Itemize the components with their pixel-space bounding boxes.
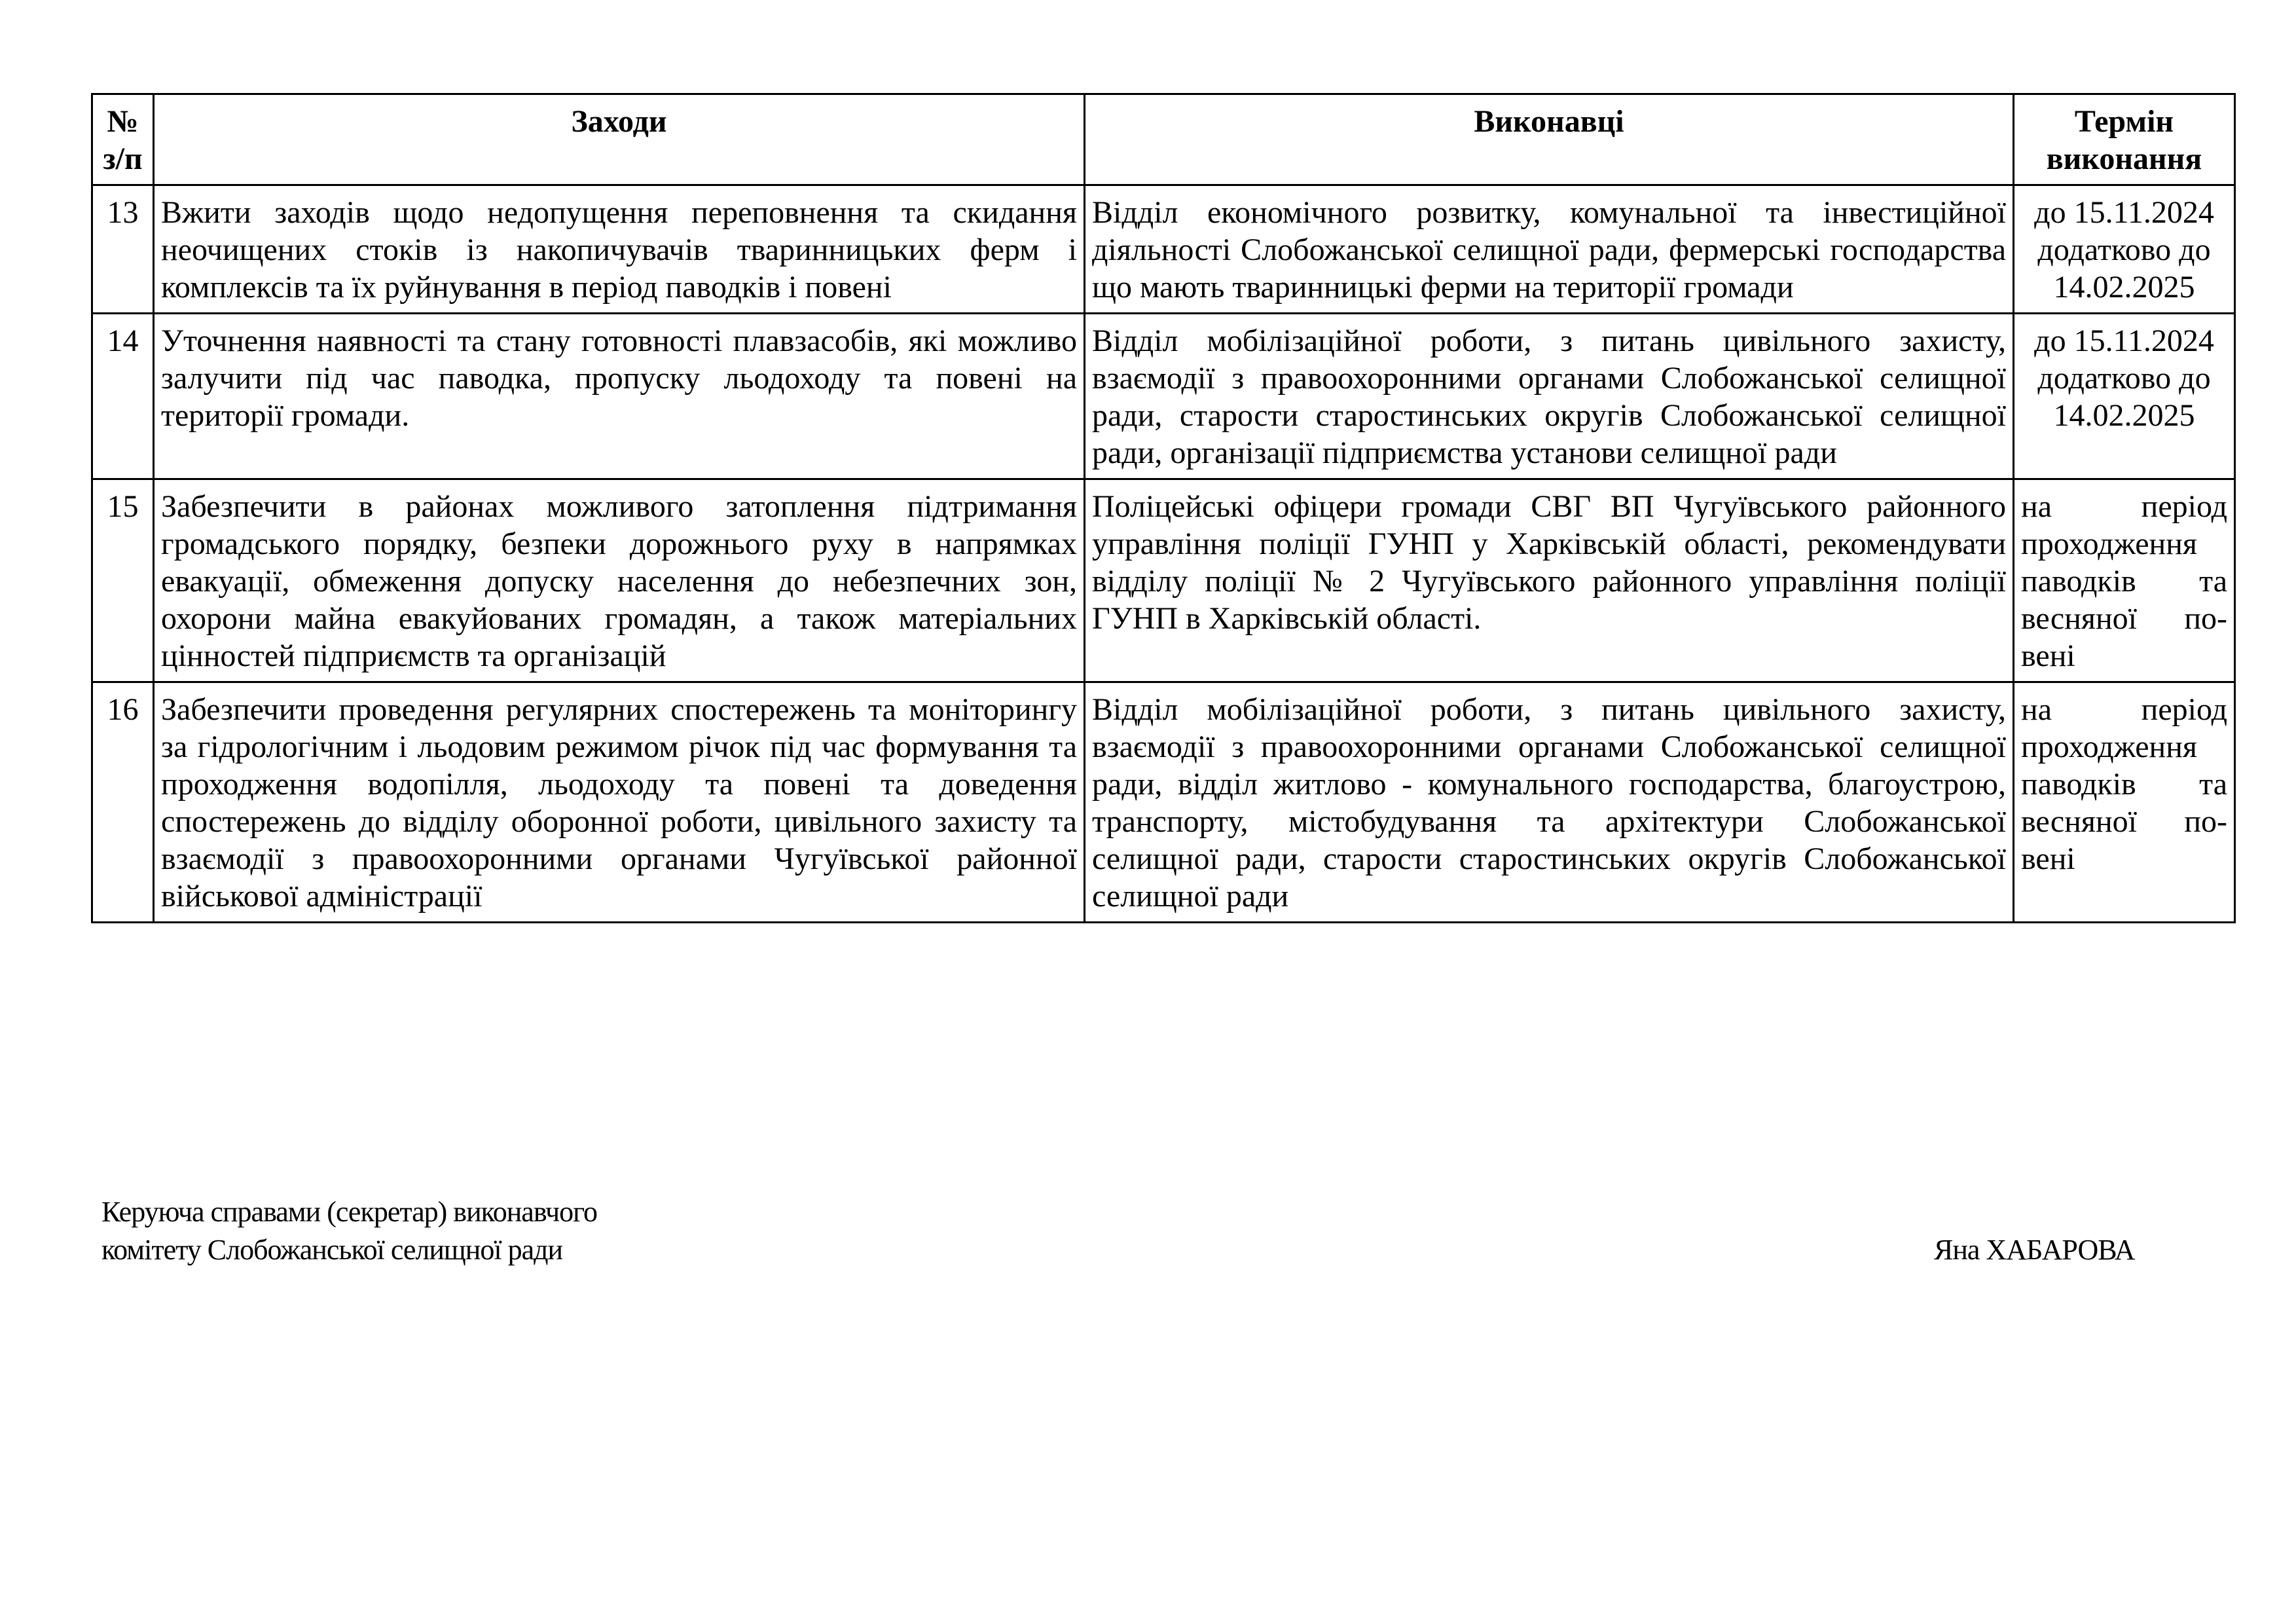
row-executors: Відділ мобілізаційної роботи, з питань цивільного захисту, взаємодії з правоохоронними органами Слобожанської селищної ради, старости старостинських округів Слобожанської селищної ради, організації підприємства установи селищної ради (1085, 314, 2014, 479)
row-number: 14 (92, 314, 154, 479)
row-deadline: до 15.11.2024 додатково до 14.02.2025 (2014, 185, 2235, 314)
row-executors: Відділ мобілізаційної роботи, з питань цивільного захисту, взаємодії з правоохоронними органами Слобожанської селищної ради, відділ житлово - комунального господарства, благоустрою, транспорту, містобудування та архітектури Слобожанської селищної ради, старости старостинських округів Слобожанської селищної ради (1085, 682, 2014, 923)
row-deadline: на період проходження паводків та весняної по-вені (2014, 682, 2235, 923)
signer-position-line-2: комітету Слобожанської селищної ради (101, 1234, 563, 1266)
signer-name: Яна ХАБАРОВА (1934, 1234, 2135, 1266)
row-deadline: до 15.11.2024 додатково до 14.02.2025 (2014, 314, 2235, 479)
table-row (92, 479, 2235, 682)
row-measure: Уточнення наявності та стану готовності плавзасобів, які можливо залучити під час паводка, пропуску льодоходу та повені на території громади. (154, 314, 1085, 479)
row-executors: Поліцейські офіцери громади СВГ ВП Чугуївського районного управління поліції ГУНП у Харківській області, рекомендувати відділу поліції № 2 Чугуївського районного управління поліції ГУНП в Харківській області. (1085, 479, 2014, 682)
table-row (92, 314, 2235, 479)
header-num: № з/п (92, 94, 154, 185)
table-header-row (92, 94, 2235, 185)
row-number: 13 (92, 185, 154, 314)
table-row (92, 682, 2235, 923)
row-executors: Відділ економічного розвитку, комунальної та інвестиційної діяльності Слобожанської селищної ради, фермерські господарства що мають тваринницькі ферми на території громади (1085, 185, 2014, 314)
row-number: 16 (92, 682, 154, 923)
header-deadline: Термін виконання (2014, 94, 2235, 185)
row-measure: Вжити заходів щодо недопущення переповнення та скидання неочищених стоків із накопичувачів тваринницьких ферм і комплексів та їх руйнування в період паводків і повені (154, 185, 1085, 314)
row-measure: Забезпечити в районах можливого затоплення підтримання громадського порядку, безпеки дорожнього руху в напрямках евакуації, обмеження допуску населення до небезпечних зон, охорони майна евакуйованих громадян, а також матеріальних цінностей підприємств та організацій (154, 479, 1085, 682)
measures-table (91, 93, 2236, 923)
header-executors: Виконавці (1085, 94, 2014, 185)
row-measure: Забезпечити проведення регулярних спостережень та моніторингу за гідрологічним і льодовим режимом річок під час формування та проходження водопілля, льодоходу та повені та доведення спостережень до відділу оборонної роботи, цивільного захисту та взаємодії з правоохоронними органами Чугуївської районної військової адміністрації (154, 682, 1085, 923)
row-deadline: на період проходження паводків та весняної по-вені (2014, 479, 2235, 682)
row-number: 15 (92, 479, 154, 682)
signer-position-line-1: Керуюча справами (секретар) виконавчого (101, 1196, 598, 1228)
header-measures: Заходи (154, 94, 1085, 185)
table-row (92, 185, 2235, 314)
signature-block (101, 1193, 597, 1269)
